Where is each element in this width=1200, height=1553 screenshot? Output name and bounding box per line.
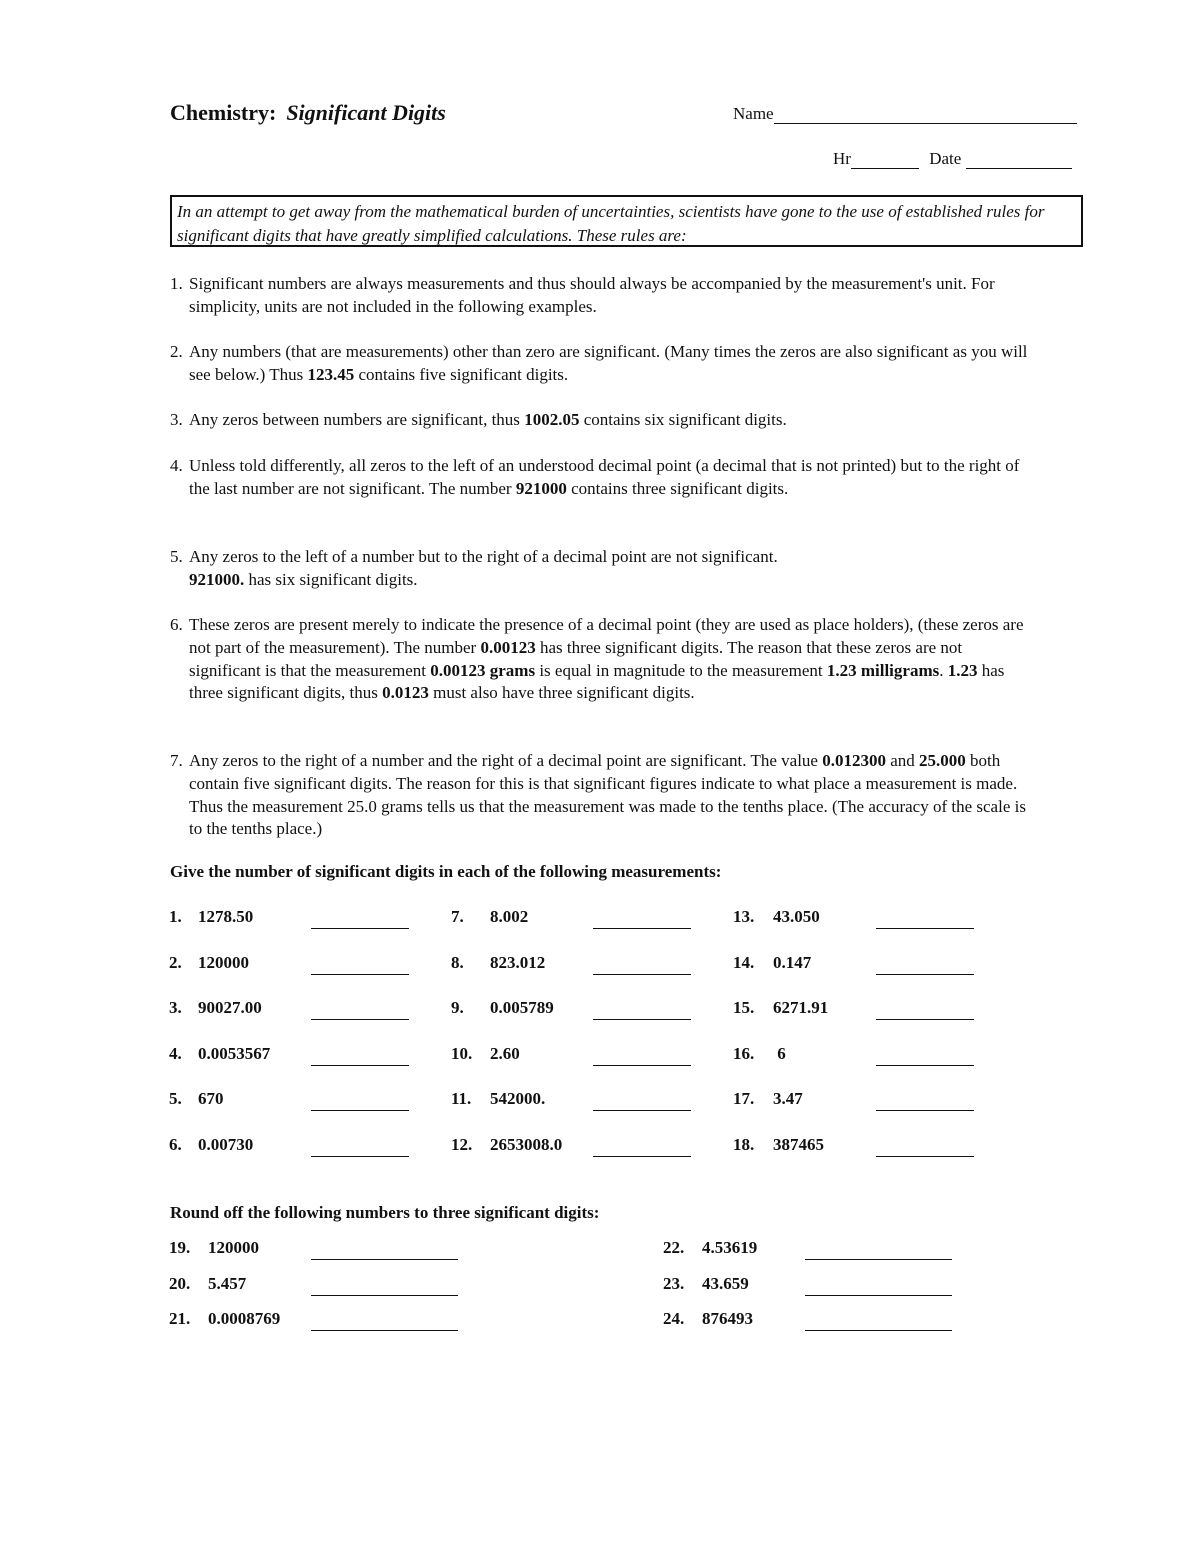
rule-item [170, 341, 1030, 387]
hr-line[interactable] [851, 150, 919, 169]
rule-text-part: and [885, 751, 920, 770]
question-number: 9. [451, 998, 464, 1018]
question-number: 22. [663, 1238, 685, 1257]
question-number: 2. [169, 952, 182, 972]
rule-bold-value: 123.45 [307, 364, 355, 384]
rule-text-part: Any zeros to the left of a number but to the right of a decimal point are not significant. [189, 547, 778, 566]
question-value: 0.00730 [198, 1135, 254, 1154]
answer-blank[interactable] [311, 1065, 409, 1066]
question-value: 2.60 [490, 1043, 520, 1063]
section2-heading: Round off the following numbers to three significant digits: [170, 1203, 600, 1222]
rule-number: 7. [170, 751, 183, 770]
rule-bold-value: 1002.05 [524, 410, 580, 429]
question-number: 7. [451, 907, 464, 926]
rule-text-part: Unless told differently, all zeros to the left of an understood decimal point (a decimal that is not printed) but to the right of the last number are not significant. The number [189, 456, 1020, 498]
rule-item [170, 409, 1030, 432]
name-label: Name [733, 104, 774, 123]
question-value: 90027.00 [198, 998, 262, 1018]
page-title [170, 100, 446, 126]
rule-text [189, 409, 1030, 432]
rule-text-part: has six significant digits. [244, 569, 418, 589]
rule-number: 3. [170, 410, 183, 429]
answer-blank[interactable] [311, 1110, 409, 1111]
rule-bold-value: 0.00123 grams [430, 660, 536, 680]
question-number: 1. [169, 907, 182, 926]
answer-blank[interactable] [876, 1065, 974, 1066]
rule-text-part: is equal in magnitude to the measurement [535, 660, 827, 680]
answer-blank[interactable] [805, 1330, 952, 1331]
name-line[interactable] [774, 105, 1077, 124]
rule-bold-value: 0.00123 [480, 637, 536, 657]
question-value: 5.457 [208, 1273, 247, 1293]
rule-text [189, 546, 1030, 592]
question-number: 21. [169, 1309, 191, 1328]
rule-text-part: has three significant digits. The reason that these zeros are not significant is that the measurement [189, 637, 963, 680]
rule-number: 6. [170, 615, 183, 634]
answer-blank[interactable] [311, 1019, 409, 1020]
answer-blank[interactable] [593, 974, 691, 975]
question-number: 14. [733, 952, 755, 972]
question-number: 20. [169, 1273, 191, 1293]
rule-text [189, 614, 1030, 705]
rule-text-part: Any zeros between numbers are significant, thus [189, 410, 525, 429]
rule-bold-value: 0.012300 [822, 751, 886, 770]
question-number: 8. [451, 952, 464, 972]
rule-number: 5. [170, 547, 183, 566]
answer-blank[interactable] [593, 1156, 691, 1157]
answer-blank[interactable] [593, 1110, 691, 1111]
answer-blank[interactable] [311, 1330, 458, 1331]
answer-blank[interactable] [876, 1110, 974, 1111]
question-value: 876493 [702, 1309, 753, 1328]
hr-date-fields [833, 149, 1072, 169]
name-field[interactable] [733, 104, 1077, 124]
answer-blank[interactable] [805, 1295, 952, 1296]
answer-blank[interactable] [805, 1259, 952, 1260]
section1-heading: Give the number of significant digits in each of the following measurements: [170, 862, 722, 881]
question-value: 0.0008769 [208, 1309, 281, 1328]
hr-label: Hr [833, 149, 851, 168]
rule-text-part: Significant numbers are always measurements and thus should always be accompanied by the measurement's unit. For simplicity, units are not included in the following examples. [189, 274, 995, 316]
rule-text-part: These zeros are present merely to indicate the presence of a decimal point (they are used as place holders), (these zeros are not part of the measurement). The number [189, 615, 1024, 657]
answer-blank[interactable] [593, 1065, 691, 1066]
question-value: 2653008.0 [490, 1135, 563, 1154]
question-number: 16. [733, 1043, 755, 1063]
rule-text-part: contains six significant digits. [579, 410, 787, 429]
question-value: 120000 [208, 1238, 259, 1257]
answer-blank[interactable] [311, 928, 409, 929]
question-number: 24. [663, 1309, 685, 1328]
answer-blank[interactable] [593, 1019, 691, 1020]
question-value: 43.050 [773, 907, 820, 926]
rule-bold-value: 25.000 [919, 751, 966, 770]
rule-item [170, 750, 1030, 841]
rule-text-part: Any zeros to the right of a number and the right of a decimal point are significant. The value [189, 751, 823, 770]
title-main: Chemistry: [170, 100, 277, 125]
rule-item [170, 455, 1030, 501]
rule-text-part: Any numbers (that are measurements) other than zero are significant. (Many times the zeros are also significant as you will see below.) Thus [189, 342, 1028, 384]
question-value: 8.002 [490, 907, 529, 926]
rule-item [170, 273, 1030, 319]
answer-blank[interactable] [593, 928, 691, 929]
question-value: 0.147 [773, 952, 812, 972]
answer-blank[interactable] [311, 974, 409, 975]
question-value: 6271.91 [773, 998, 829, 1018]
question-value: 3.47 [773, 1089, 803, 1109]
question-number: 12. [451, 1135, 473, 1154]
rule-bold-value: 0.0123 [382, 683, 429, 703]
question-value: 4.53619 [702, 1238, 758, 1257]
rule-bold-value: 1.23 [947, 660, 978, 680]
question-number: 11. [451, 1089, 472, 1109]
rule-bold-value: 1.23 milligrams [826, 660, 940, 680]
question-number: 23. [663, 1273, 685, 1293]
question-number: 6. [169, 1135, 182, 1154]
question-value: 542000. [490, 1089, 546, 1109]
intro-box: In an attempt to get away from the mathematical burden of uncertainties, scientists have gone to the use of established rules for significant digits that have greatly simplified calculations. These rules are: [170, 195, 1083, 247]
question-value: 120000 [198, 952, 249, 972]
question-number: 18. [733, 1135, 755, 1154]
question-value: 43.659 [702, 1273, 749, 1293]
answer-blank[interactable] [876, 974, 974, 975]
rule-text-part: contains three significant digits. [566, 478, 789, 498]
answer-blank[interactable] [876, 1019, 974, 1020]
question-value: 0.0053567 [198, 1043, 271, 1063]
date-line[interactable] [966, 150, 1072, 169]
rule-item [170, 614, 1030, 705]
answer-blank[interactable] [311, 1156, 409, 1157]
question-number: 15. [733, 998, 755, 1018]
rule-text-part: must also have three significant digits. [428, 683, 695, 703]
question-value: 1278.50 [198, 907, 254, 926]
rule-text-part: . [939, 660, 948, 680]
rule-text-part: both contain five significant digits. The reason for this is that significant figures indicate to what place a measurement is made. Thus the measurement 25.0 grams tells us that the measurement was made to the tenths place. (The accuracy of the scale is to the tenths place.) [189, 751, 1026, 839]
question-number: 4. [169, 1043, 182, 1063]
question-value: 823.012 [490, 952, 546, 972]
rule-number: 4. [170, 456, 183, 475]
rule-text-part: has three significant digits, thus [189, 660, 1005, 703]
answer-blank[interactable] [311, 1259, 458, 1260]
answer-blank[interactable] [876, 928, 974, 929]
question-value: 670 [198, 1089, 224, 1109]
rule-text [189, 273, 1030, 319]
rule-number: 1. [170, 274, 183, 293]
rule-item [170, 546, 1030, 592]
rule-text [189, 341, 1030, 387]
rule-text [189, 750, 1030, 841]
question-number: 5. [169, 1089, 182, 1109]
question-value: 6 [773, 1043, 786, 1063]
question-number: 19. [169, 1238, 191, 1257]
rule-number: 2. [170, 342, 183, 361]
question-value: 387465 [773, 1135, 824, 1154]
question-number: 3. [169, 998, 182, 1018]
question-value: 0.005789 [490, 998, 554, 1018]
rule-text-part: contains five significant digits. [354, 364, 569, 384]
date-label: Date [929, 149, 962, 168]
question-number: 17. [733, 1089, 755, 1109]
answer-blank[interactable] [311, 1295, 458, 1296]
question-number: 10. [451, 1043, 473, 1063]
answer-blank[interactable] [876, 1156, 974, 1157]
title-subject: Significant Digits [286, 100, 446, 125]
rule-bold-value: 921000. [189, 569, 245, 589]
rule-text [189, 455, 1030, 501]
question-number: 13. [733, 907, 755, 926]
rule-bold-value: 921000 [515, 478, 567, 498]
